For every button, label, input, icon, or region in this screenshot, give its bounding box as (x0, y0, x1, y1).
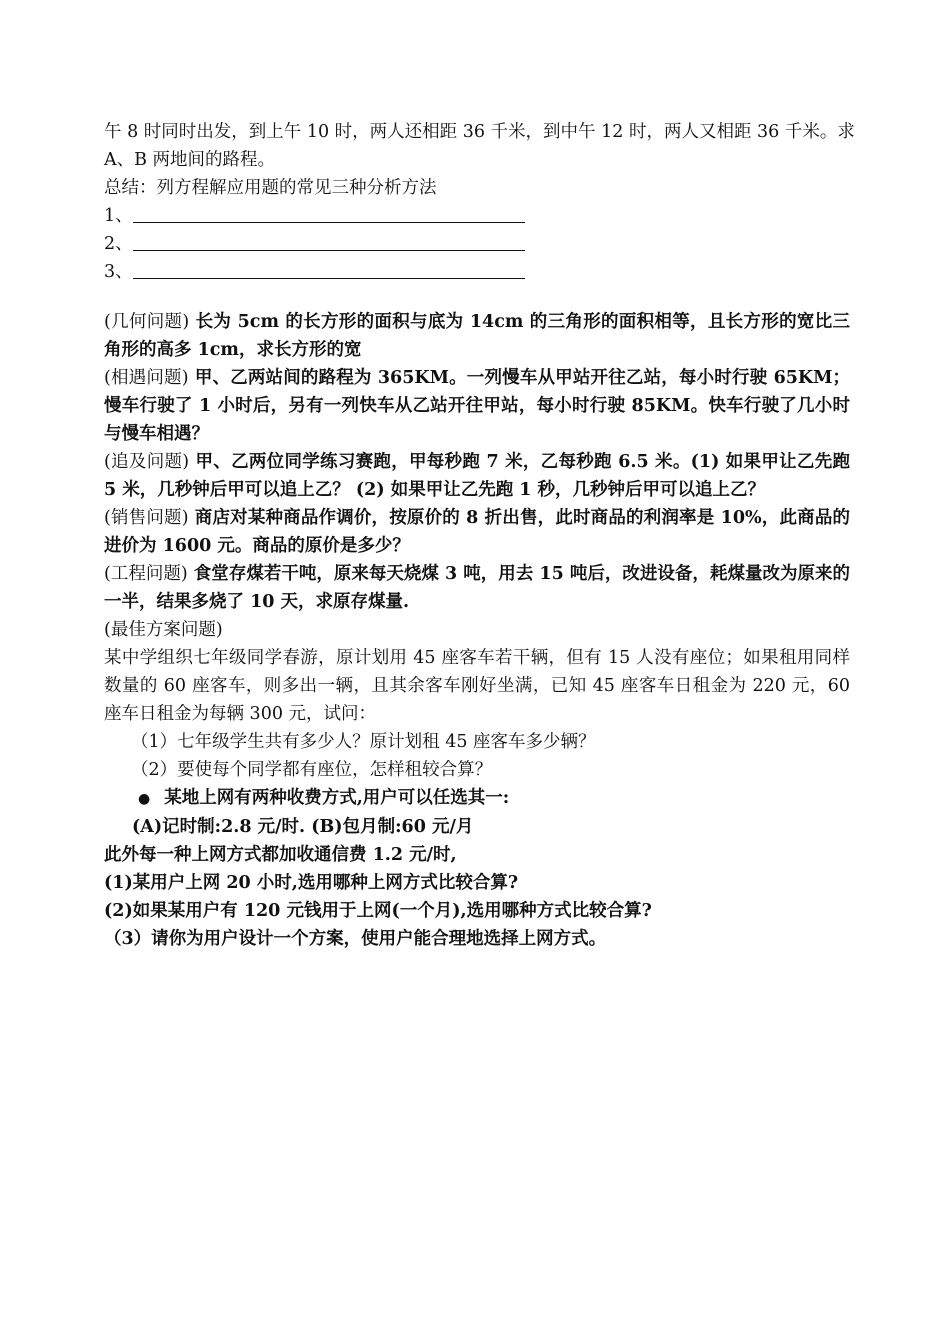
bullet-icon: ● (138, 791, 151, 807)
problem-text: 商店对某种商品作调价，按原价的 8 折出售，此时商品的利润率是 10%，此商品的进价为 1600 元。商品的原价是多少？ (104, 508, 850, 556)
document-page (104, 118, 855, 953)
problem-text: 甲、乙两站间的路程为 365KM。一列慢车从甲站开往乙站，每小时行驶 65KM；慢车行驶了 1 小时后，另有一列快车从乙站开往甲站，每小时行驶 85KM。快车行驶了几小时与慢车相遇？ (104, 368, 851, 444)
internet-q3: （3）请你为用户设计一个方案，使用户能合理地选择上网方式。 (104, 929, 607, 949)
answer-blank (133, 232, 525, 251)
problem-sales (104, 504, 850, 560)
intro-line-1: 午 8 时同时出发，到上午 10 时，两人还相距 36 千米，到中午 12 时，两人又相距 36 千米。求 (104, 122, 855, 142)
problem-best-plan-tag: (最佳方案问题) (104, 620, 223, 640)
internet-options: (A)记时制:2.8 元/时. (B)包月制:60 元/月 (132, 817, 474, 837)
problem-tag: (追及问题) (104, 452, 190, 472)
problem-text: 食堂存煤若干吨，原来每天烧煤 3 吨，用去 15 吨后，改进设备，耗煤量改为原来的一半，结果多烧了 10 天，求原存煤量. (104, 564, 850, 612)
internet-q2: (2)如果某用户有 120 元钱用于上网(一个月),选用哪种方式比较合算? (104, 901, 652, 921)
spacer (104, 286, 850, 308)
problem-tag: (几何问题) (104, 312, 190, 332)
summary-title: 总结：列方程解应用题的常见三种分析方法 (104, 178, 437, 198)
problem-engineering (104, 560, 850, 616)
problem-best-plan-q1: （1）七年级学生共有多少人？原计划租 45 座客车多少辆？ (131, 732, 596, 752)
problem-meeting (104, 364, 850, 448)
problem-tag: (相遇问题) (104, 368, 189, 388)
summary-item-number: 2、 (104, 234, 133, 254)
problem-best-plan-q2: （2）要使每个同学都有座位，怎样租较合算？ (131, 760, 493, 780)
summary-item-1 (104, 202, 850, 230)
summary-item-2 (104, 230, 850, 258)
intro-line-2: A、B 两地间的路程。 (104, 150, 276, 170)
summary-item-number: 3、 (104, 262, 133, 282)
internet-extra: 此外每一种上网方式都加收通信费 1.2 元/时, (104, 845, 457, 865)
problem-chase (104, 448, 850, 504)
summary-item-3 (104, 258, 850, 286)
problem-geometry (104, 308, 850, 364)
problem-tag: (工程问题) (104, 564, 188, 584)
problem-text: 甲、乙两位同学练习赛跑，甲每秒跑 7 米，乙每秒跑 6.5 米。(1) 如果甲让乙先跑 5 米，几秒钟后甲可以追上乙？ (2) 如果甲让乙先跑 1 秒，几秒钟后甲可以追上乙？ (104, 452, 850, 500)
answer-blank (133, 204, 525, 223)
internet-title: 某地上网有两种收费方式,用户可以任选其一: (164, 788, 510, 808)
problem-best-plan-text: 某中学组织七年级同学春游，原计划用 45 座客车若干辆，但有 15 人没有座位；如果租用同样数量的 60 座客车，则多出一辆，且其余客车刚好坐满，已知 45 座客车日租金为 220 元，60 座车日租金为每辆 300 元，试问： (104, 648, 850, 724)
internet-q1: (1)某用户上网 20 小时,选用哪种上网方式比较合算? (104, 873, 519, 893)
problem-text: 长为 5cm 的长方形的面积与底为 14cm 的三角形的面积相等，且长方形的宽比三角形的高多 1cm，求长方形的宽 (104, 312, 850, 360)
answer-blank (133, 260, 525, 279)
summary-item-number: 1、 (104, 206, 133, 226)
problem-tag: (销售问题) (104, 508, 189, 528)
internet-title-row (104, 784, 850, 813)
